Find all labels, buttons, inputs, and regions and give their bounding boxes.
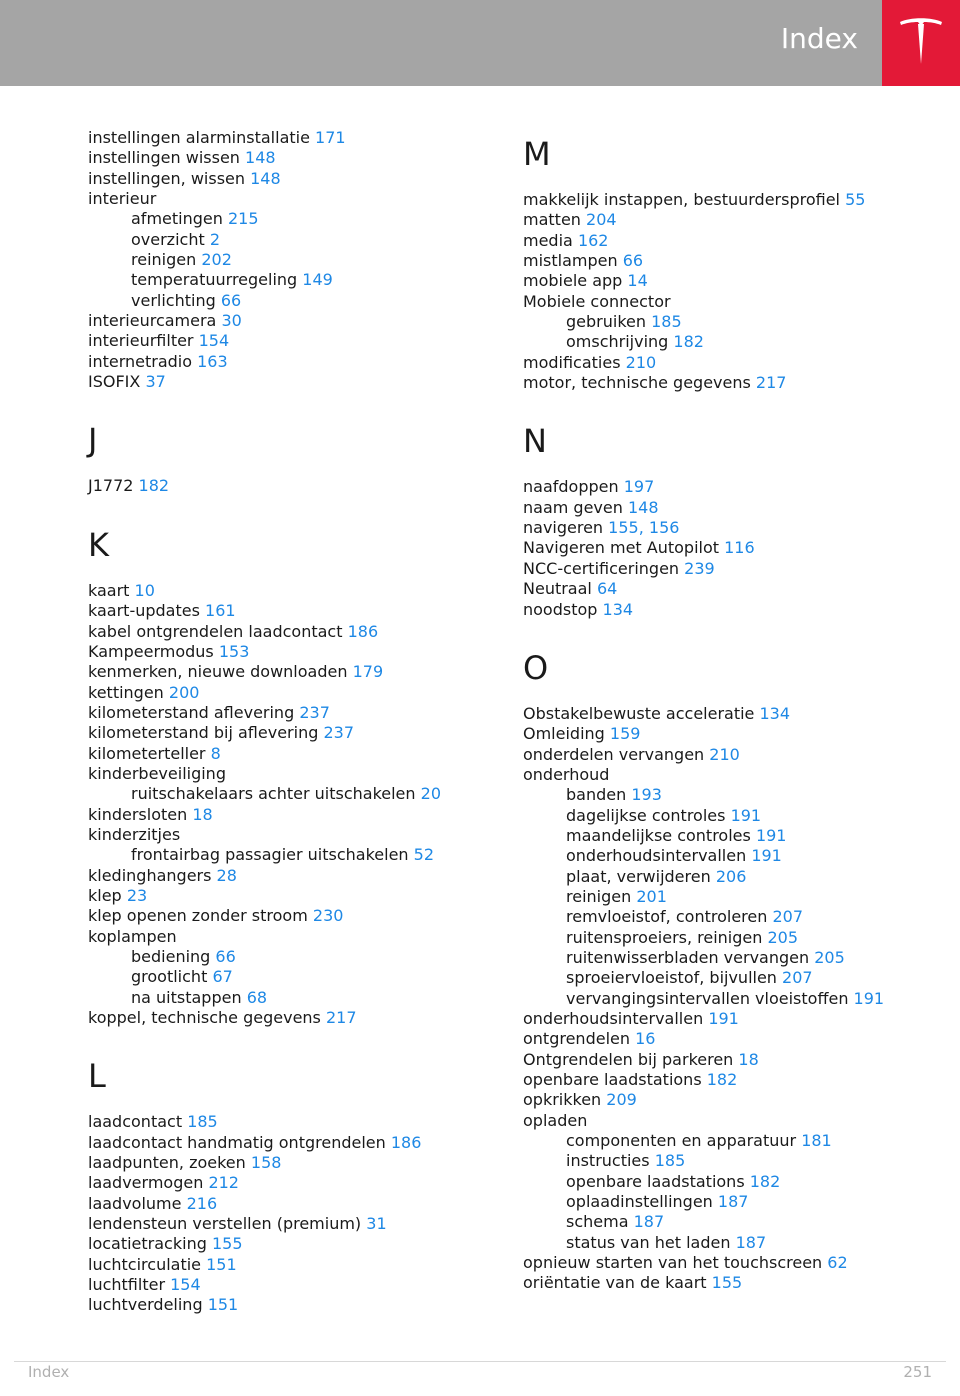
index-subentry <box>523 948 943 968</box>
entry-term: plaat, verwijderen <box>566 866 711 886</box>
entry-term: mobiele app <box>523 271 623 291</box>
index-column-right <box>523 128 943 1294</box>
entry-term: interieurcamera <box>88 311 217 331</box>
index-entry <box>523 1050 943 1070</box>
page-link[interactable]: 62 <box>827 1253 848 1273</box>
entry-term: Kampeermodus <box>88 641 214 661</box>
page-link[interactable]: 179 <box>352 662 384 682</box>
index-entry <box>88 744 488 764</box>
index-entry <box>523 210 943 230</box>
footer-section-label: Index <box>28 1363 70 1381</box>
index-subentry <box>523 785 943 805</box>
index-entry <box>88 1008 488 1028</box>
entry-term: naafdoppen <box>523 477 619 497</box>
section-letter: K <box>88 525 109 564</box>
index-entry <box>88 352 488 372</box>
index-entry <box>88 1214 488 1234</box>
entry-term: makkelijk instappen, bestuurdersprofiel <box>523 190 840 209</box>
page-link[interactable]: 162 <box>577 230 609 250</box>
entry-term: oriëntatie van de kaart <box>523 1273 707 1293</box>
index-entry <box>523 498 943 518</box>
page-link[interactable]: 217 <box>325 1008 357 1028</box>
page-link[interactable]: 182 <box>749 1171 781 1191</box>
index-entry <box>88 866 488 886</box>
index-entry <box>88 703 488 723</box>
page-link[interactable]: 66 <box>220 290 242 310</box>
index-entry <box>88 1255 488 1275</box>
index-subentry <box>523 806 943 826</box>
entry-term: kettingen <box>88 682 164 702</box>
index-entry <box>523 190 943 210</box>
index-entry <box>88 372 488 392</box>
index-entry <box>88 331 488 351</box>
entry-term: kilometerteller <box>88 743 206 763</box>
entry-term: noodstop <box>523 599 598 619</box>
page-link[interactable]: 155 <box>211 1234 243 1254</box>
entry-term: internetradio <box>88 351 193 371</box>
index-entry <box>523 251 943 271</box>
entry-term: matten <box>523 210 581 230</box>
entry-term: kaart-updates <box>88 601 200 621</box>
index-entry <box>523 559 943 579</box>
entry-term: ruitenwisserbladen vervangen <box>566 947 810 967</box>
page-link[interactable]: 202 <box>201 250 232 270</box>
index-entry <box>523 1070 943 1090</box>
index-entry <box>523 724 943 744</box>
index-entry <box>88 1153 488 1173</box>
page-link[interactable]: 193 <box>631 785 662 805</box>
page-link[interactable]: 155, 156 <box>608 518 680 538</box>
page-link[interactable]: 171 <box>315 128 346 147</box>
index-entry <box>523 231 943 251</box>
entry-term: ontgrendelen <box>523 1029 630 1049</box>
entry-term: opladen <box>523 1110 588 1130</box>
entry-term: temperatuurregeling <box>131 270 298 290</box>
page-link[interactable]: 230 <box>312 906 344 926</box>
page-link[interactable]: 148 <box>245 148 276 168</box>
tesla-logo-icon <box>898 14 944 70</box>
page-link[interactable]: 201 <box>636 886 667 906</box>
page-link[interactable]: 186 <box>347 621 379 641</box>
page-link[interactable]: 154 <box>170 1275 201 1295</box>
index-subentry <box>523 332 943 352</box>
entry-term: onderdelen vervangen <box>523 744 705 764</box>
entry-term: opkrikken <box>523 1090 602 1110</box>
page-link[interactable]: 186 <box>390 1132 422 1152</box>
page-link[interactable]: 67 <box>212 967 233 987</box>
entry-term: grootlicht <box>131 967 208 987</box>
section-letter: J <box>88 421 98 460</box>
page-link[interactable]: 66 <box>215 947 236 966</box>
index-entry <box>88 927 488 947</box>
entry-term: onderhoudsintervallen <box>566 846 747 866</box>
entry-term: sproeiervloeistof, bijvullen <box>566 968 777 988</box>
entry-term: onderhoudsintervallen <box>523 1009 704 1028</box>
index-entry <box>88 825 488 845</box>
page-link[interactable]: 200 <box>168 682 200 702</box>
index-subentry <box>523 907 943 927</box>
page-link[interactable]: 182 <box>138 476 170 496</box>
index-entry <box>88 723 488 743</box>
index-entry <box>88 476 488 496</box>
page-link[interactable]: 20 <box>420 784 441 804</box>
page-link[interactable]: 185 <box>651 312 682 332</box>
index-subentry <box>88 784 488 804</box>
page-link[interactable]: 10 <box>134 580 155 600</box>
index-subentry <box>523 1131 943 1151</box>
entry-term: remvloeistof, controleren <box>566 907 768 927</box>
index-entry <box>88 189 488 209</box>
page-link[interactable]: 237 <box>299 702 330 722</box>
section-letter: M <box>523 135 551 173</box>
entry-term: interieur <box>88 189 157 209</box>
entry-term: verlichting <box>131 290 216 310</box>
page-link[interactable]: 148 <box>627 497 659 517</box>
entry-term: kilometerstand aflevering <box>88 702 295 722</box>
entry-term: koppel, technische gegevens <box>88 1008 321 1028</box>
page-link[interactable]: 191 <box>751 846 782 866</box>
entry-term: kenmerken, nieuwe downloaden <box>88 662 348 682</box>
index-subentry <box>523 1192 943 1212</box>
page-link[interactable]: 205 <box>814 947 845 967</box>
page-link[interactable]: 151 <box>206 1254 237 1274</box>
index-subentry <box>523 312 943 332</box>
index-subentry <box>88 988 488 1008</box>
page-link[interactable]: 134 <box>759 703 791 723</box>
entry-term: maandelijkse controles <box>566 825 751 845</box>
entry-term: Ontgrendelen bij parkeren <box>523 1049 734 1069</box>
page-link[interactable]: 182 <box>706 1070 738 1090</box>
index-entry <box>523 765 943 785</box>
footer-page-number: 251 <box>903 1363 932 1381</box>
page-link[interactable]: 148 <box>250 168 281 188</box>
index-subentry <box>523 928 943 948</box>
index-entry <box>88 906 488 926</box>
page-link[interactable]: 151 <box>207 1295 239 1315</box>
index-entry <box>523 1090 943 1110</box>
page-link[interactable]: 2 <box>209 229 221 249</box>
page-link[interactable]: 216 <box>186 1193 218 1213</box>
index-subentry <box>88 947 488 967</box>
page-link[interactable]: 215 <box>227 209 259 229</box>
index-entry <box>88 1133 488 1153</box>
page-link[interactable]: 191 <box>708 1009 739 1028</box>
entry-term: kindersloten <box>88 804 188 824</box>
page-link[interactable]: 158 <box>250 1153 282 1173</box>
page-link[interactable]: 206 <box>715 866 747 886</box>
section-letter: L <box>88 1057 106 1096</box>
index-column-left <box>88 128 488 1316</box>
entry-term: bediening <box>131 947 211 966</box>
entry-term: navigeren <box>523 518 604 538</box>
page-link[interactable]: 239 <box>684 558 715 578</box>
entry-term: laadvermogen <box>88 1173 204 1193</box>
entry-term: overzicht <box>131 229 205 249</box>
page-link[interactable]: 197 <box>623 477 655 497</box>
index-subentry <box>88 250 488 270</box>
entry-term: Navigeren met Autopilot <box>523 538 720 558</box>
page-link[interactable]: 182 <box>673 332 704 352</box>
index-subentry <box>88 967 488 987</box>
entry-term: reinigen <box>566 886 632 906</box>
page-link[interactable]: 28 <box>216 865 237 885</box>
entry-term: laadpunten, zoeken <box>88 1153 246 1173</box>
entry-term: lendensteun verstellen (premium) <box>88 1214 362 1234</box>
entry-term: ISOFIX <box>88 372 141 392</box>
page-link[interactable]: 37 <box>145 372 166 392</box>
page-link[interactable]: 64 <box>596 579 618 599</box>
entry-term: instellingen alarminstallatie <box>88 128 310 147</box>
index-entry <box>523 353 943 373</box>
index-entry <box>88 886 488 906</box>
entry-term: openbare laadstations <box>566 1171 745 1191</box>
section-letter: N <box>523 422 547 461</box>
entry-term: opnieuw starten van het touchscreen <box>523 1253 823 1273</box>
index-entry <box>88 805 488 825</box>
entry-term: mistlampen <box>523 251 618 271</box>
index-entry <box>523 292 943 312</box>
index-subentry <box>523 968 943 988</box>
index-subentry <box>88 209 488 229</box>
page-link[interactable]: 149 <box>302 270 333 290</box>
entry-term: vervangingsintervallen vloeistoffen <box>566 988 849 1008</box>
index-entry <box>523 373 943 393</box>
entry-term: afmetingen <box>131 209 223 229</box>
entry-term: gebruiken <box>566 312 646 332</box>
page-link[interactable]: 31 <box>366 1214 387 1234</box>
entry-term: luchtverdeling <box>88 1295 203 1315</box>
page-link[interactable]: 181 <box>801 1131 832 1151</box>
page-link[interactable]: 217 <box>755 373 787 393</box>
page-link[interactable]: 187 <box>717 1192 749 1212</box>
page-link[interactable]: 154 <box>198 331 230 351</box>
index-entry <box>88 662 488 682</box>
page-link[interactable]: 23 <box>126 885 148 905</box>
entry-term: laadvolume <box>88 1193 182 1213</box>
entry-term: componenten en apparatuur <box>566 1131 797 1151</box>
index-entry <box>88 1173 488 1193</box>
header-title: Index <box>780 22 858 55</box>
page-link[interactable]: 237 <box>323 723 354 743</box>
page-link[interactable]: 207 <box>772 907 804 927</box>
entry-term: Neutraal <box>523 579 592 599</box>
index-entry <box>523 745 943 765</box>
index-subentry <box>88 270 488 290</box>
entry-term: luchtfilter <box>88 1275 166 1295</box>
entry-term: laadcontact <box>88 1112 183 1132</box>
page-link[interactable]: 18 <box>192 804 213 824</box>
footer-divider <box>14 1361 946 1362</box>
index-entry <box>88 1234 488 1254</box>
page-link[interactable]: 155 <box>711 1273 743 1293</box>
index-entry <box>523 1253 943 1273</box>
index-entry <box>523 271 943 291</box>
entry-term: NCC-certificeringen <box>523 558 680 578</box>
page-link[interactable]: 191 <box>853 988 885 1008</box>
entry-term: kilometerstand bij aflevering <box>88 723 319 743</box>
index-entry <box>523 600 943 620</box>
entry-term: na uitstappen <box>131 987 242 1007</box>
entry-term: dagelijkse controles <box>566 805 726 825</box>
entry-term: klep openen zonder stroom <box>88 906 308 926</box>
brand-logo <box>882 0 960 86</box>
entry-term: kledinghangers <box>88 865 212 885</box>
entry-term: schema <box>566 1212 629 1232</box>
index-entry <box>88 1112 488 1132</box>
page-link[interactable]: 68 <box>246 987 268 1007</box>
page-link[interactable]: 163 <box>197 351 228 371</box>
index-entry <box>523 1009 943 1029</box>
page-link[interactable]: 14 <box>627 271 648 291</box>
index-entry <box>88 128 488 148</box>
page-link[interactable]: 210 <box>625 352 657 372</box>
index-subentry <box>88 230 488 250</box>
page-link[interactable]: 187 <box>735 1232 767 1252</box>
entry-term: Mobiele connector <box>523 291 671 311</box>
index-subentry <box>523 1151 943 1171</box>
page-link[interactable]: 16 <box>635 1029 656 1049</box>
entry-term: ruitschakelaars achter uitschakelen <box>131 784 416 804</box>
index-subentry <box>523 1172 943 1192</box>
index-entry <box>88 169 488 189</box>
page-link[interactable]: 205 <box>767 927 799 947</box>
page-link[interactable]: 18 <box>738 1049 759 1069</box>
entry-term: kabel ontgrendelen laadcontact <box>88 621 343 641</box>
entry-term: instellingen, wissen <box>88 168 246 188</box>
index-entry <box>523 477 943 497</box>
page-link[interactable]: 209 <box>606 1090 637 1110</box>
page-link[interactable]: 185 <box>187 1112 218 1132</box>
entry-term: status van het laden <box>566 1232 731 1252</box>
index-entry <box>523 579 943 599</box>
entry-term: oplaadinstellingen <box>566 1192 713 1212</box>
index-entry <box>88 148 488 168</box>
entry-term: luchtcirculatie <box>88 1254 202 1274</box>
index-entry <box>523 1111 943 1131</box>
entry-term: omschrijving <box>566 332 669 352</box>
entry-term: ruitensproeiers, reinigen <box>566 927 763 947</box>
page-link[interactable]: 185 <box>654 1151 686 1171</box>
page-link[interactable]: 30 <box>221 311 242 331</box>
index-entry <box>523 538 943 558</box>
entry-term: onderhoud <box>523 764 610 784</box>
page-link[interactable]: 116 <box>724 538 755 558</box>
index-subentry <box>523 887 943 907</box>
index-subentry <box>523 867 943 887</box>
entry-term: interieurfilter <box>88 331 194 351</box>
index-entry <box>88 1275 488 1295</box>
index-entry <box>88 764 488 784</box>
entry-term: locatietracking <box>88 1234 207 1254</box>
index-entry <box>523 1029 943 1049</box>
index-entry <box>88 1194 488 1214</box>
entry-term: klep <box>88 885 122 905</box>
entry-term: kaart <box>88 580 130 600</box>
page-link[interactable]: 191 <box>730 805 762 825</box>
entry-term: frontairbag passagier uitschakelen <box>131 845 409 865</box>
entry-term: J1772 <box>88 476 134 496</box>
page-link[interactable]: 159 <box>609 724 641 744</box>
section-letter: O <box>523 648 549 687</box>
index-subentry <box>523 826 943 846</box>
index-subentry <box>88 291 488 311</box>
entry-term: modificaties <box>523 352 621 372</box>
entry-term: Omleiding <box>523 724 605 744</box>
index-entry <box>523 704 943 724</box>
page-link[interactable]: 212 <box>208 1173 239 1193</box>
entry-term: instructies <box>566 1151 650 1171</box>
page-link[interactable]: 8 <box>210 743 221 763</box>
index-subentry <box>523 846 943 866</box>
entry-term: instellingen wissen <box>88 148 240 168</box>
index-entry <box>88 1295 488 1315</box>
entry-term: kinderbeveiliging <box>88 763 226 783</box>
index-subentry <box>523 1212 943 1232</box>
index-entry <box>88 311 488 331</box>
entry-term: openbare laadstations <box>523 1070 702 1090</box>
page-header <box>0 0 960 86</box>
index-entry <box>88 622 488 642</box>
index-subentry <box>88 845 488 865</box>
entry-term: reinigen <box>131 250 197 270</box>
page-link[interactable]: 66 <box>622 251 644 271</box>
entry-term: koplampen <box>88 926 177 946</box>
index-entry <box>88 581 488 601</box>
entry-term: banden <box>566 785 627 805</box>
page-link[interactable]: 134 <box>602 599 634 619</box>
index-entry <box>88 601 488 621</box>
index-entry <box>523 1273 943 1293</box>
entry-term: naam geven <box>523 497 623 517</box>
page-link[interactable]: 191 <box>755 825 787 845</box>
index-entry <box>523 518 943 538</box>
entry-term: laadcontact handmatig ontgrendelen <box>88 1132 386 1152</box>
page-link[interactable]: 207 <box>782 968 813 988</box>
page-link[interactable]: 161 <box>205 601 236 621</box>
page-link[interactable]: 52 <box>413 845 434 865</box>
page-link[interactable]: 55 <box>845 190 866 209</box>
index-subentry <box>523 1233 943 1253</box>
page-link[interactable]: 210 <box>709 744 740 764</box>
index-entry <box>88 683 488 703</box>
page-link[interactable]: 153 <box>218 641 250 661</box>
page-link[interactable]: 187 <box>633 1212 665 1232</box>
page-link[interactable]: 204 <box>586 210 617 230</box>
index-entry <box>88 642 488 662</box>
entry-term: media <box>523 230 573 250</box>
entry-term: kinderzitjes <box>88 824 181 844</box>
index-subentry <box>523 989 943 1009</box>
entry-term: Obstakelbewuste acceleratie <box>523 703 755 723</box>
entry-term: motor, technische gegevens <box>523 373 751 393</box>
